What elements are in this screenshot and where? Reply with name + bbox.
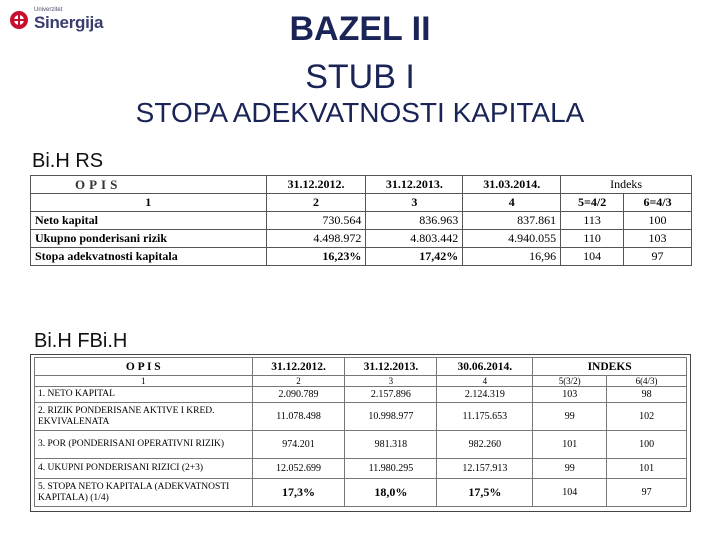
header-date-2: 31.12.2013. [366,176,463,194]
col-number: 3 [345,376,437,387]
cell-index: 101 [533,431,607,459]
cell-value: 11.175.653 [437,403,533,431]
col-number: 4 [463,194,561,212]
cell-value: 17,42% [366,248,463,266]
cell-value: 4.940.055 [463,230,561,248]
cell-index: 97 [607,479,687,507]
table-row [35,479,687,507]
cell-index: 110 [561,230,624,248]
table-row [31,230,692,248]
row-label: 3. POR (PONDERISANI OPERATIVNI RIZIK) [35,431,253,459]
table-row [35,431,687,459]
row-label: Ukupno ponderisani rizik [31,230,267,248]
table-row [35,403,687,431]
cell-value: 10.998.977 [345,403,437,431]
table-row [31,248,692,266]
cell-index: 99 [533,459,607,479]
cell-value: 836.963 [366,212,463,230]
cell-index: 99 [533,403,607,431]
table-row [35,387,687,403]
cell-value: 4.498.972 [266,230,366,248]
header-date-3: 30.06.2014. [437,358,533,376]
header-date-1: 31.12.2012. [252,358,345,376]
cell-value: 11.078.498 [252,403,345,431]
col-number: 6(4/3) [607,376,687,387]
cell-value: 18,0% [345,479,437,507]
cell-value: 982.260 [437,431,533,459]
rs-capital-table [30,175,692,266]
cell-index: 103 [533,387,607,403]
cell-value: 12.157.913 [437,459,533,479]
col-number: 5=4/2 [561,194,624,212]
logo-small-text: Univerzitet [34,7,63,13]
table-number-row [35,376,687,387]
table-number-row [31,194,692,212]
table-row [31,212,692,230]
row-label: Stopa adekvatnosti kapitala [31,248,267,266]
cell-value: 16,96 [463,248,561,266]
slide-title-line2: STUB I [305,58,415,96]
col-number: 1 [31,194,267,212]
cell-index: 113 [561,212,624,230]
fbih-capital-table [34,357,687,507]
cell-value: 4.803.442 [366,230,463,248]
header-indeks: Indeks [561,176,692,194]
rs-section-label: Bi.H RS [32,150,104,172]
fbih-section-label: Bi.H FBi.H [34,330,128,352]
table-row [35,459,687,479]
cell-value: 2.124.319 [437,387,533,403]
cell-value: 11.980.295 [345,459,437,479]
row-label: 2. RIZIK PONDERISANE AKTIVE I KRED. EKVIVALENATA [35,403,253,431]
cell-value: 17,5% [437,479,533,507]
table-header-row [35,358,687,376]
col-number: 4 [437,376,533,387]
cell-index: 100 [607,431,687,459]
cell-value: 2.157.896 [345,387,437,403]
header-indeks: INDEKS [533,358,687,376]
row-label: Neto kapital [31,212,267,230]
cell-value: 16,23% [266,248,366,266]
cell-index: 104 [533,479,607,507]
header-date-2: 31.12.2013. [345,358,437,376]
header-date-3: 31.03.2014. [463,176,561,194]
cell-index: 102 [607,403,687,431]
row-label: 4. UKUPNI PONDERISANI RIZICI (2+3) [35,459,253,479]
col-number: 6=4/3 [624,194,692,212]
cell-index: 101 [607,459,687,479]
col-number: 2 [266,194,366,212]
header-opis: O P I S [35,358,253,376]
cell-index: 100 [624,212,692,230]
row-label: 1. NETO KAPITAL [35,387,253,403]
cell-value: 981.318 [345,431,437,459]
col-number: 1 [35,376,253,387]
slide-title-line1: BAZEL II [289,10,431,48]
cell-index: 97 [624,248,692,266]
cell-value: 12.052.699 [252,459,345,479]
cell-value: 17,3% [252,479,345,507]
cell-index: 103 [624,230,692,248]
col-number: 3 [366,194,463,212]
col-number: 5(3/2) [533,376,607,387]
logo-main-text: Sinergija [34,13,104,32]
cell-value: 974.201 [252,431,345,459]
slide-title-line3: STOPA ADEKVATNOSTI KAPITALA [135,97,585,128]
cell-index: 104 [561,248,624,266]
row-label: 5. STOPA NETO KAPITALA (ADEKVATNOSTI KAPITALA) (1/4) [35,479,253,507]
cell-index: 98 [607,387,687,403]
col-number: 2 [252,376,345,387]
header-date-1: 31.12.2012. [266,176,366,194]
header-opis: OPIS [31,176,267,194]
table-header-row [31,176,692,194]
cell-value: 2.090.789 [252,387,345,403]
cell-value: 837.861 [463,212,561,230]
cell-value: 730.564 [266,212,366,230]
